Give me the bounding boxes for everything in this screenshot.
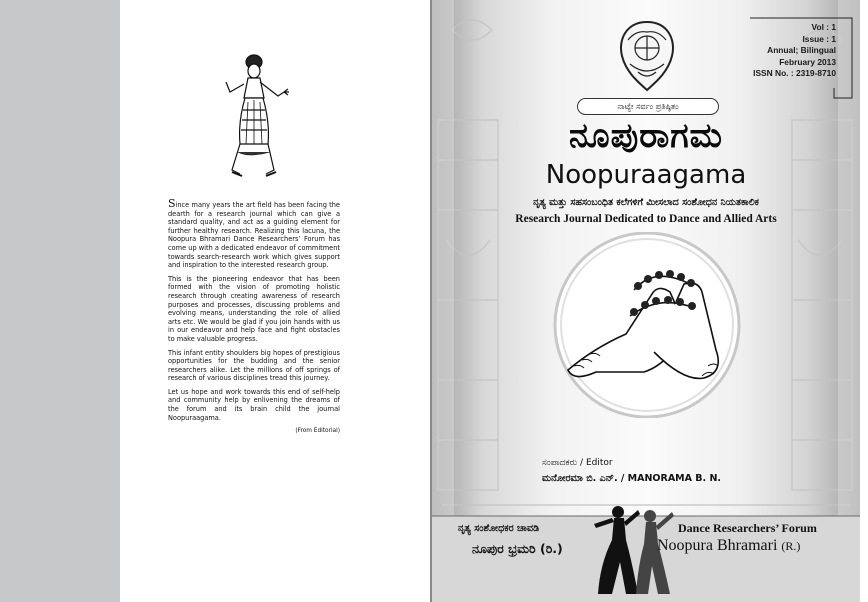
volume-number: Vol : 1 <box>811 22 836 32</box>
forum-name-kannada: ನೂಪುರ ಭ್ರಮರಿ (ರಿ.) <box>472 541 563 556</box>
journal-subtitle-kannada: ನೃತ್ಯ ಮತ್ತು ಸಹಸಂಬಂಧಿತ ಕಲೆಗಳಿಗೆ ಮೀಸಲಾದ ಸಂಶೋಧನ ನಿಯತಕಾಲಿಕ <box>533 197 759 208</box>
editor-name: ಮನೋರಮಾ ಬಿ. ಎನ್. / MANORAMA B. N. <box>542 473 721 484</box>
editorial-paragraph: Let us hope and work towards this end of self-help and community help by enlivening the dreams of the forum and its brain child the journal Noopuraagama. <box>168 387 340 422</box>
forum-subtitle-kannada: ನೃತ್ಯ ಸಂಶೋಧಕರ ಚಾವಡಿ <box>458 523 540 534</box>
drop-cap: S <box>168 197 176 210</box>
bharatanatyam-dancer-illustration <box>210 52 300 184</box>
issue-number: Issue : 1 <box>802 33 836 44</box>
forum-subtitle-english: Dance Researchers’ Forum <box>678 521 817 535</box>
left-gray-margin <box>0 0 120 602</box>
publication-frequency: Annual; Bilingual <box>767 45 836 55</box>
editorial-credit: (From Editorial) <box>295 428 340 435</box>
editor-label: ಸಂಪಾದಕರು / Editor <box>542 458 613 468</box>
right-white-margin <box>860 0 868 602</box>
sanskrit-tagline: ನಾಟ್ಯೇ ಸರ್ವಂ ಪ್ರತಿಷ್ಠಿತಂ <box>577 98 719 115</box>
journal-title-english: Noopuraagama <box>545 160 747 190</box>
registered-mark: (R.) <box>781 539 801 553</box>
editorial-paragraph: This infant entity shoulders big hopes of prestigious opportunities for the budding and the senior researchers alike. Let the millions of off springs of research of various disciplines tread this journey. <box>168 348 340 383</box>
anklet-feet-illustration <box>534 232 760 418</box>
forum-name-english: Noopura Bhramari (R.) <box>657 537 801 554</box>
editorial-text <box>168 197 340 436</box>
front-cover <box>432 0 860 602</box>
publication-date: February 2013 <box>779 56 836 67</box>
issn-number: ISSN No. : 2319-8710 <box>753 68 836 78</box>
editorial-paragraph: Since many years the art field has been facing the dearth for a research journal which can give a standard quality, and act as a guiding element for further healthy research. Realizing this lacuna, the Noopura Bhramari Dance Researchers’ Forum has come up with a dedicated endeavor of commitment towards search-research work which gives support and inspiration to the interested research group. <box>168 197 340 270</box>
journal-subtitle-english: Research Journal Dedicated to Dance and Allied Arts <box>515 213 777 225</box>
editorial-paragraph: This is the pioneering endeavor that has been formed with the vision of promoting holistic research through creating awareness of research purposes and processes, discussing problems and evolving means, understanding the role of allied arts etc. We would be glad if you join hands with us in our endeavor and help face and fight obstacles to make valuable progress. <box>168 274 340 343</box>
journal-title-kannada: ನೂಪುರಾಗಮ <box>569 116 723 156</box>
issue-box-border <box>432 0 860 110</box>
